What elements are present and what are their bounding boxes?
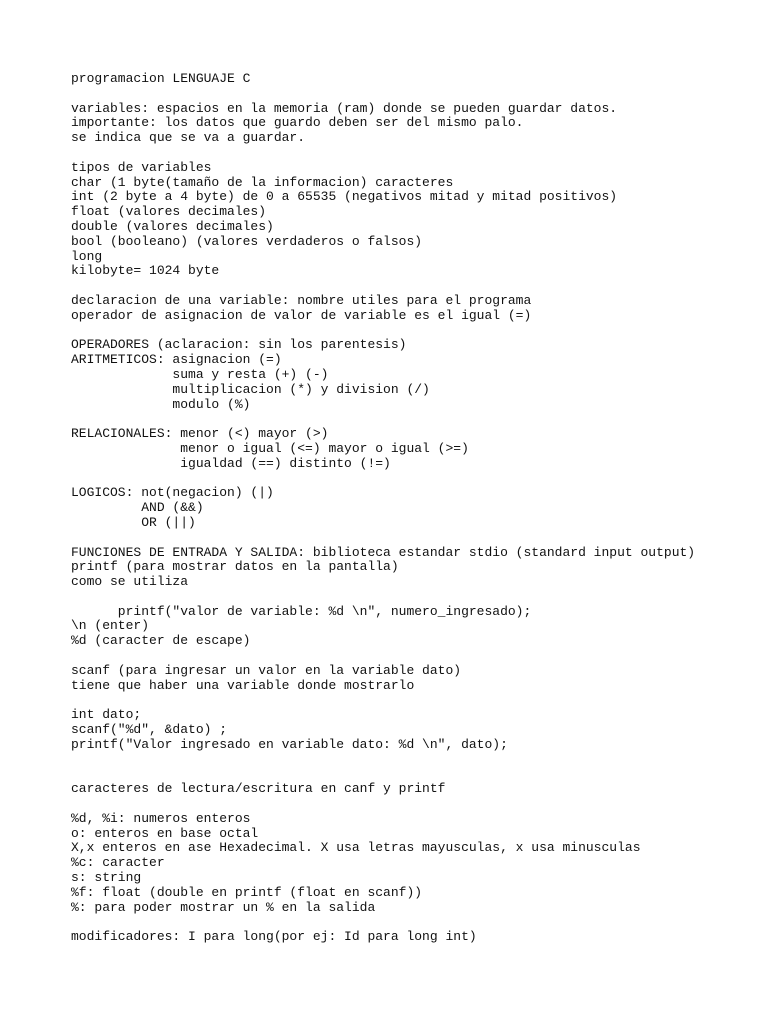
text-line: scanf (para ingresar un valor en la variable dato) [71, 662, 462, 678]
text-line: \n (enter) [71, 618, 150, 634]
text-line: int dato; [71, 707, 142, 723]
text-line: printf("valor de variable: %d \n", numero_ingresado); [71, 603, 532, 619]
text-line: %d (caracter de escape) [71, 633, 251, 649]
text-line: %d, %i: numeros enteros [71, 810, 251, 826]
text-line: menor o igual (<=) mayor o igual (>=) [71, 440, 469, 456]
text-line: OPERADORES (aclaracion: sin los parentesis) [71, 337, 407, 353]
text-line: modificadores: I para long(por ej: Id para long int) [71, 929, 477, 945]
blank-line [71, 753, 761, 768]
text-line: tipos de variables [71, 159, 212, 175]
text-line: printf (para mostrar datos en la pantalla) [71, 559, 399, 575]
blank-line [71, 531, 761, 546]
text-line: char (1 byte(tamaño de la informacion) caracteres [71, 174, 454, 190]
blank-line [71, 693, 761, 708]
text-line: double (valores decimales) [71, 218, 274, 234]
text-line: variables: espacios en la memoria (ram) donde se pueden guardar datos. [71, 100, 618, 116]
text-line: %: para poder mostrar un % en la salida [71, 899, 376, 915]
text-line: scanf("%d", &dato) ; [71, 722, 228, 738]
text-line: bool (booleano) (valores verdaderos o falsos) [71, 233, 423, 249]
text-line: %c: caracter [71, 855, 165, 871]
text-line: int (2 byte a 4 byte) de 0 a 65535 (negativos mitad y mitad positivos) [71, 189, 618, 205]
text-line: operador de asignacion de valor de variable es el igual (=) [71, 307, 532, 323]
text-line: LOGICOS: not(negacion) (|) [71, 485, 274, 501]
text-line: kilobyte= 1024 byte [71, 263, 220, 279]
blank-line [71, 146, 761, 161]
text-line: caracteres de lectura/escritura en canf y printf [71, 781, 446, 797]
text-line: multiplicacion (*) y division (/) [71, 381, 430, 397]
text-line: o: enteros en base octal [71, 825, 259, 841]
text-line: modulo (%) [71, 396, 251, 412]
text-line: suma y resta (+) (-) [71, 366, 329, 382]
text-line: igualdad (==) distinto (!=) [71, 455, 391, 471]
text-line: long [71, 248, 103, 264]
text-line: programacion LENGUAJE C [71, 71, 251, 86]
blank-line [71, 412, 761, 427]
blank-line [71, 915, 761, 930]
text-line: tiene que haber una variable donde mostrarlo [71, 677, 415, 693]
blank-line [71, 279, 761, 294]
document-body [71, 72, 761, 945]
text-line: AND (&&) [71, 500, 204, 516]
text-line: OR (||) [71, 514, 196, 530]
text-line: ARITMETICOS: asignacion (=) [71, 352, 282, 368]
text-line: s: string [71, 870, 142, 886]
text-line: printf("Valor ingresado en variable dato: %d \n", dato); [71, 736, 508, 752]
blank-line [71, 87, 761, 102]
blank-line [71, 590, 761, 605]
text-line: se indica que se va a guardar. [71, 130, 306, 146]
text-line: X,x enteros en ase Hexadecimal. X usa letras mayusculas, x usa minusculas [71, 840, 641, 856]
text-line: declaracion de una variable: nombre utiles para el programa [71, 292, 532, 308]
text-line: RELACIONALES: menor (<) mayor (>) [71, 426, 329, 442]
blank-line [71, 797, 761, 812]
text-line: como se utiliza [71, 574, 189, 590]
text-line: %f: float (double en printf (float en scanf)) [71, 884, 423, 900]
blank-line [71, 649, 761, 664]
blank-line [71, 324, 761, 339]
text-line: importante: los datos que guardo deben ser del mismo palo. [71, 115, 524, 131]
blank-line [71, 767, 761, 782]
blank-line [71, 472, 761, 487]
text-line: FUNCIONES DE ENTRADA Y SALIDA: biblioteca estandar stdio (standard input output) [71, 544, 696, 560]
text-line: float (valores decimales) [71, 204, 267, 220]
